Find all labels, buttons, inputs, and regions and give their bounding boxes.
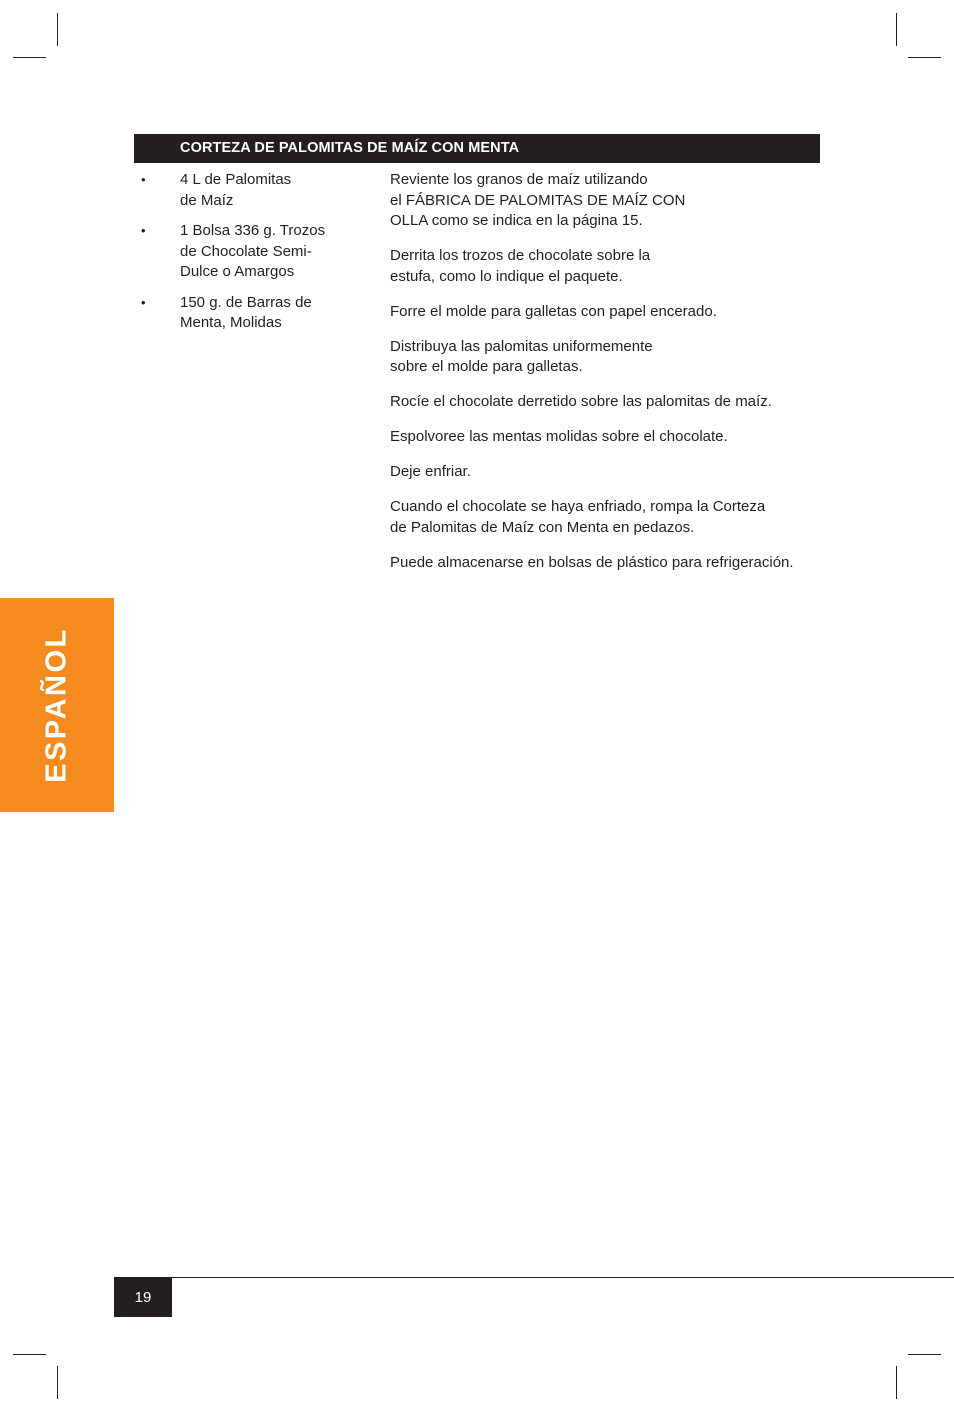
instruction-text: Cuando el chocolate se haya enfriado, rompa la Corteza <box>390 498 766 515</box>
instruction-text: Distribuya las palomitas uniformemente <box>390 337 653 355</box>
bullet-icon: • <box>141 223 146 238</box>
ingredient-text: 1 Bolsa 336 g. Trozos <box>180 222 326 239</box>
ingredient-text: de Chocolate Semi- <box>180 242 312 260</box>
ingredient-text: 4 L de Palomitas <box>180 171 292 188</box>
instruction-text: Reviente los granos de maíz utilizando <box>390 171 648 188</box>
instruction-text: Rocíe el chocolate derretido sobre las palomitas de maíz. <box>390 393 772 410</box>
crop-mark-top-right-v <box>896 13 897 46</box>
ingredient-item <box>134 170 364 211</box>
instruction-text: OLLA como se indica en la página 15. <box>390 212 643 229</box>
recipe-title-bar <box>134 134 820 163</box>
instruction-text: Puede almacenarse en bolsas de plástico para refrigeración. <box>390 553 794 571</box>
bullet-icon: • <box>141 172 146 187</box>
crop-mark-bottom-left-h <box>13 1354 46 1355</box>
ingredient-text: Dulce o Amargos <box>180 263 295 280</box>
crop-mark-bottom-right-h <box>908 1354 941 1355</box>
ingredient-text: 150 g. de Barras de <box>180 293 312 311</box>
ingredient-text: de Maíz <box>180 191 234 209</box>
instruction-step <box>390 170 820 232</box>
instruction-text: Espolvoree las mentas molidas sobre el chocolate. <box>390 428 728 445</box>
instruction-text: el FÁBRICA DE PALOMITAS DE MAÍZ CON <box>390 191 686 209</box>
instruction-step <box>390 246 820 287</box>
instruction-step <box>390 337 820 378</box>
ingredient-list <box>134 170 364 344</box>
instruction-step <box>390 302 820 323</box>
crop-mark-top-left-h <box>13 57 46 58</box>
footer-rule <box>114 1277 954 1278</box>
instruction-step <box>390 497 820 538</box>
ingredient-item <box>134 221 364 283</box>
instruction-text: sobre el molde para galletas. <box>390 358 583 375</box>
instruction-text: de Palomitas de Maíz con Menta en pedazos. <box>390 518 695 536</box>
instruction-text: Forre el molde para galletas con papel encerado. <box>390 302 717 320</box>
crop-mark-bottom-right-v <box>896 1366 897 1399</box>
crop-mark-top-left-v <box>57 13 58 46</box>
instruction-text: Derrita los trozos de chocolate sobre la <box>390 247 651 264</box>
instruction-step <box>390 553 820 574</box>
language-side-tab <box>0 598 114 812</box>
recipe-title: CORTEZA DE PALOMITAS DE MAÍZ CON MENTA <box>180 140 520 156</box>
language-label: ESPAÑOL <box>40 627 73 783</box>
page-number: 19 <box>114 1278 172 1317</box>
ingredient-text: Menta, Molidas <box>180 314 282 331</box>
instruction-step <box>390 462 820 483</box>
instruction-text: estufa, como lo indique el paquete. <box>390 267 623 285</box>
crop-mark-bottom-left-v <box>57 1366 58 1399</box>
bullet-icon: • <box>141 294 146 310</box>
instruction-text: Deje enfriar. <box>390 463 471 480</box>
instruction-step <box>390 427 820 448</box>
crop-mark-top-right-h <box>908 57 941 58</box>
ingredient-item <box>134 293 364 334</box>
instruction-step <box>390 392 820 413</box>
instruction-list <box>390 170 820 588</box>
